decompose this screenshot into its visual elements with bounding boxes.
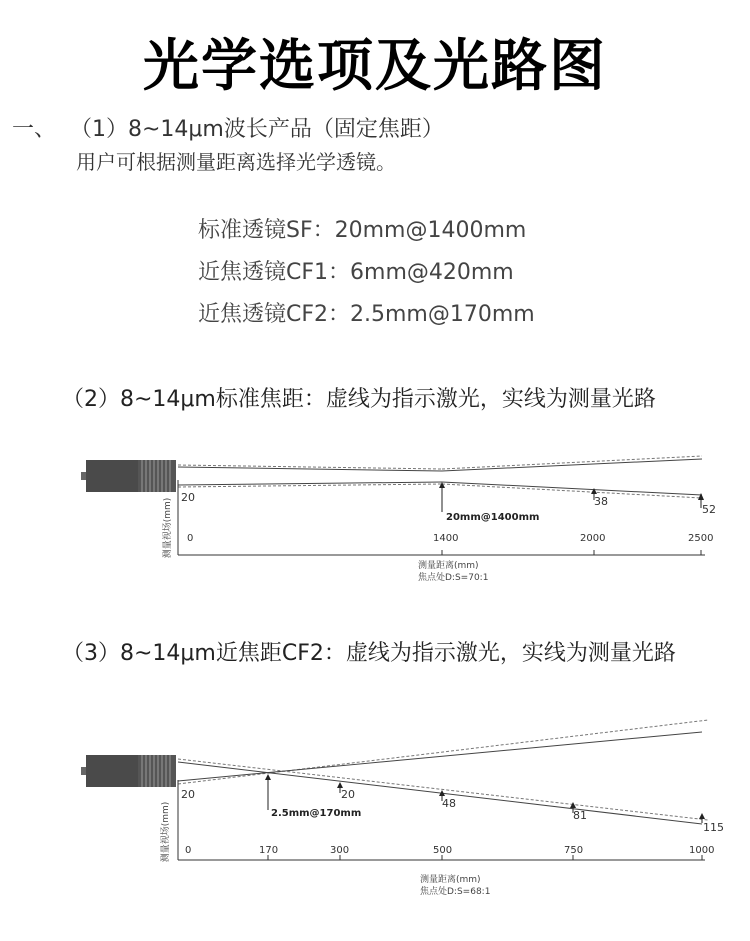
sensor-device bbox=[81, 755, 176, 787]
chart-standard-focus bbox=[0, 440, 750, 590]
section2-heading: （2）8~14μm标准焦距：虚线为指示激光，实线为测量光路 bbox=[62, 387, 656, 412]
focus-label: 2.5mm@170mm bbox=[271, 808, 362, 819]
focus-label: 20mm@1400mm bbox=[446, 512, 540, 523]
laser-line-upper bbox=[178, 465, 442, 469]
spot-label-start: 20 bbox=[181, 788, 195, 801]
ratio-label: 焦点处D:S=70:1 bbox=[418, 573, 489, 583]
spot-label-end: 115 bbox=[703, 821, 724, 834]
section1-description: 用户可根据测量距离选择光学透镜。 bbox=[76, 150, 396, 174]
measure-line-lower bbox=[178, 732, 702, 781]
measure-line-upper-far bbox=[442, 459, 702, 471]
tick-label: 0 bbox=[185, 845, 192, 856]
spot-label-mid: 38 bbox=[594, 495, 608, 508]
measure-line-lower-far bbox=[442, 482, 702, 495]
laser-line-upper-far bbox=[442, 456, 702, 469]
measure-line-upper bbox=[178, 762, 702, 824]
lens-cf1: 近焦透镜CF1：6mm@420mm bbox=[198, 260, 514, 285]
tick-label: 170 bbox=[259, 845, 279, 856]
spot-label-start: 20 bbox=[181, 491, 195, 504]
section-number: 一、 bbox=[12, 117, 57, 142]
tick-label: 500 bbox=[433, 845, 453, 856]
spot-label: 81 bbox=[573, 809, 587, 822]
page-title: 光学选项及光路图 bbox=[143, 34, 607, 99]
spot-label: 48 bbox=[442, 797, 456, 810]
tick-label: 750 bbox=[564, 845, 584, 856]
tick-label: 300 bbox=[330, 845, 350, 856]
sensor-device bbox=[81, 460, 176, 492]
measure-line-lower bbox=[178, 482, 442, 485]
tick-label: 1000 bbox=[689, 845, 715, 856]
chart-close-focus-cf2 bbox=[0, 700, 750, 900]
tick-label: 0 bbox=[187, 533, 194, 544]
ratio-label: 焦点处D:S=68:1 bbox=[420, 887, 491, 897]
y-axis-label: 测量视场(mm) bbox=[161, 801, 171, 863]
y-axis-label: 测量视场(mm) bbox=[163, 497, 173, 559]
section3-heading: （3）8~14μm近焦距CF2：虚线为指示激光，实线为测量光路 bbox=[62, 641, 676, 666]
lens-cf2: 近焦透镜CF2：2.5mm@170mm bbox=[198, 302, 535, 327]
x-axis-label: 测量距离(mm) bbox=[418, 561, 479, 571]
section1-heading: （1）8~14μm波长产品（固定焦距） bbox=[70, 117, 444, 142]
spot-label: 20 bbox=[341, 788, 355, 801]
tick-label: 2500 bbox=[688, 533, 714, 544]
laser-line-upper bbox=[178, 759, 708, 820]
lens-sf: 标准透镜SF：20mm@1400mm bbox=[198, 218, 527, 243]
x-axis-label: 测量距离(mm) bbox=[420, 875, 481, 885]
measure-line-upper bbox=[178, 467, 442, 471]
laser-line-lower bbox=[178, 720, 708, 784]
laser-line-lower-far bbox=[442, 484, 702, 498]
tick-label: 1400 bbox=[433, 533, 459, 544]
spot-label-end: 52 bbox=[702, 503, 716, 516]
tick-label: 2000 bbox=[580, 533, 606, 544]
